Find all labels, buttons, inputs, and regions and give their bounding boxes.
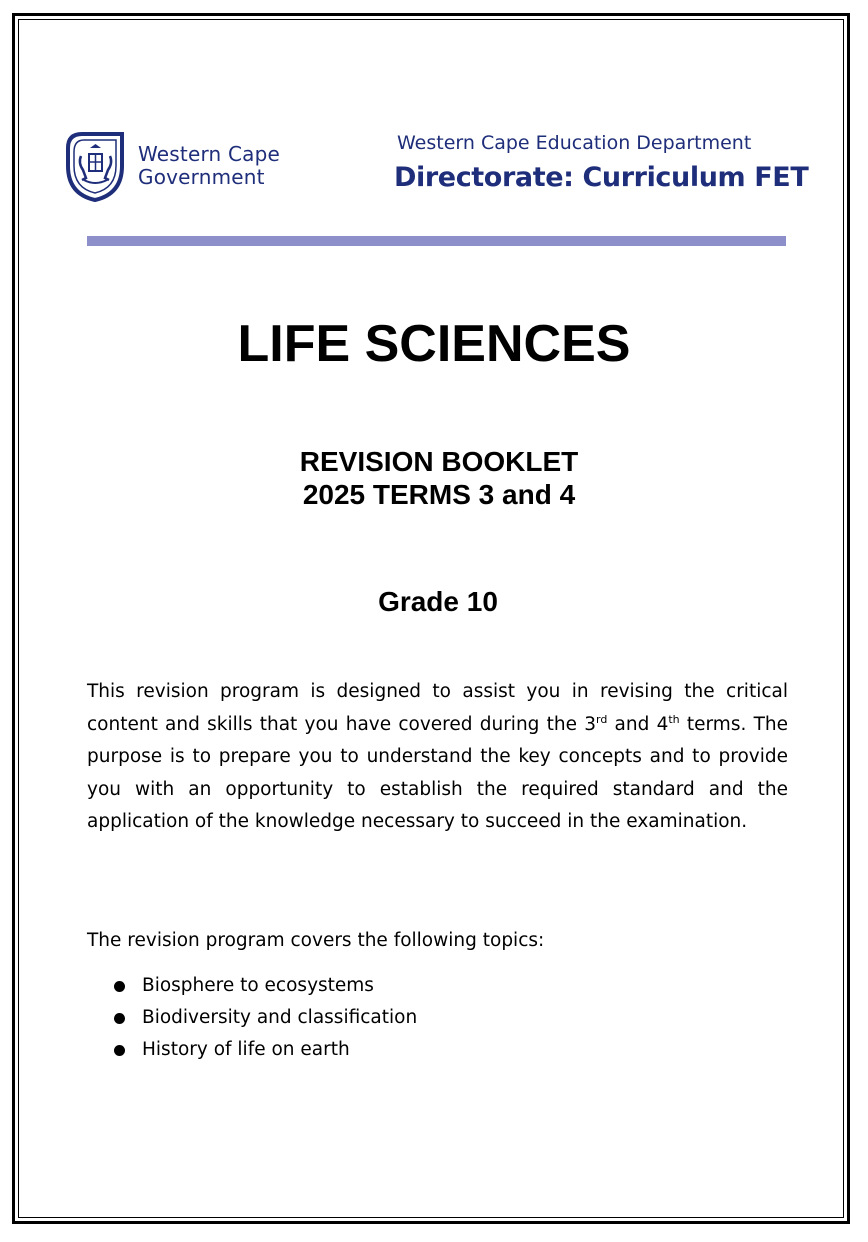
directorate-name: Directorate: Curriculum FET: [394, 162, 809, 193]
coat-of-arms-shield-icon: [60, 130, 130, 202]
header-divider: [87, 236, 786, 246]
intro-sup-2: th: [668, 712, 680, 726]
subtitle-line-1: REVISION BOOKLET: [299, 446, 579, 477]
intro-text-1: This revision program is designed to assist you in revising the critical content and skills that you have covered during the 3: [87, 681, 788, 735]
topic-label: History of life on earth: [142, 1039, 350, 1060]
topics-intro: The revision program covers the following topics:: [87, 930, 545, 951]
bullet-icon: [114, 1013, 125, 1024]
topic-label: Biodiversity and classification: [142, 1007, 418, 1028]
intro-sup-1: rd: [596, 712, 608, 726]
topics-list: [114, 970, 417, 1066]
list-item: [114, 1002, 417, 1034]
department-name: Western Cape Education Department: [397, 132, 752, 154]
topic-label: Biosphere to ecosystems: [142, 975, 374, 996]
document-title: LIFE SCIENCES: [237, 315, 631, 373]
bullet-icon: [114, 981, 125, 992]
subtitle-line-2: 2025 TERMS 3 and 4: [302, 479, 576, 510]
intro-text-2: and 4: [607, 713, 669, 735]
logo-wordmark: [138, 143, 280, 189]
logo-line-1: Western Cape: [138, 142, 280, 166]
logo-line-2: Government: [138, 165, 265, 189]
intro-paragraph: [87, 676, 788, 839]
list-item: [114, 970, 417, 1002]
western-cape-government-logo: [60, 130, 280, 202]
list-item: [114, 1034, 417, 1066]
document-subtitle: [0, 445, 868, 511]
grade-label: Grade 10: [378, 586, 498, 617]
intro-text-3: terms. The purpose is to prepare you to understand the key concepts and to provide you with an opportunity to establish the required standard and the application of the knowledge necessary to succeed in the examination.: [87, 713, 788, 832]
bullet-icon: [114, 1045, 125, 1056]
